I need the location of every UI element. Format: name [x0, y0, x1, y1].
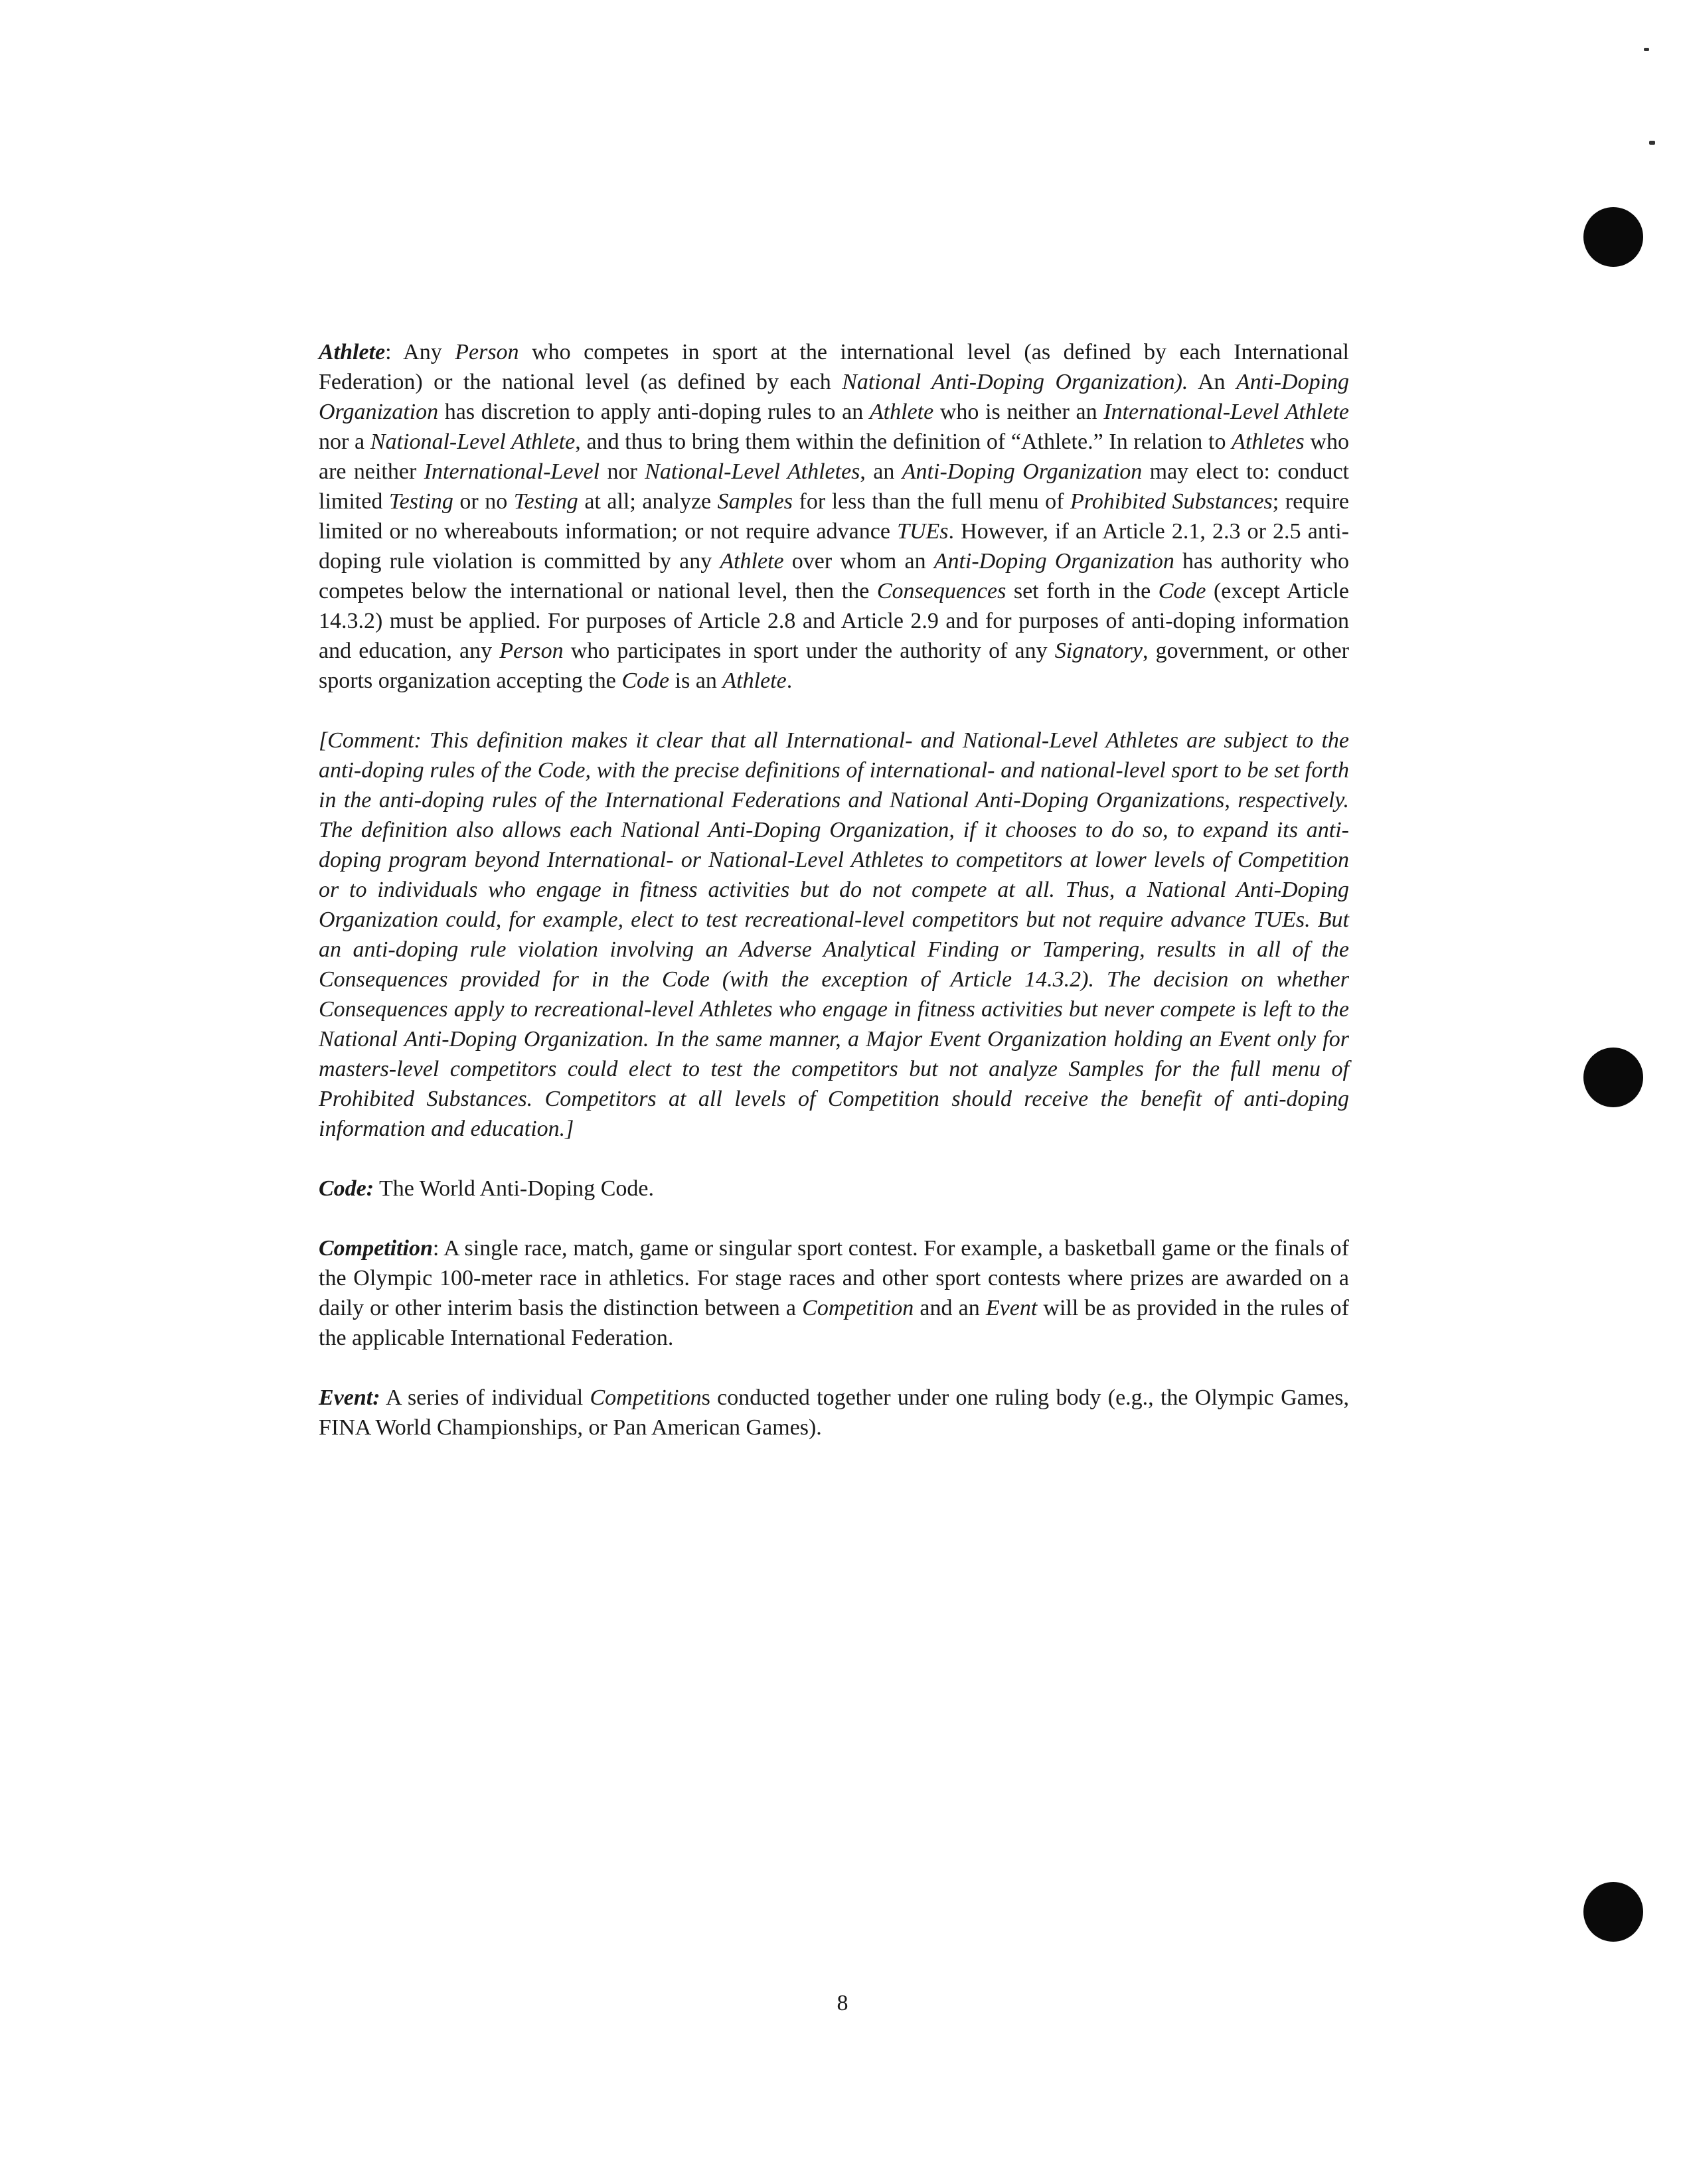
text-run: , an	[860, 459, 902, 484]
definition-text	[319, 1385, 1349, 1440]
defined-term-reference: Code	[1158, 579, 1206, 603]
text-run: who participates in sport under the authority of any	[563, 639, 1055, 663]
punch-hole	[1583, 1048, 1643, 1107]
text-run: or no	[453, 489, 514, 514]
definition-term: Competition	[319, 1236, 433, 1261]
text-run: A series of individual	[380, 1385, 590, 1410]
punch-hole	[1583, 1882, 1643, 1942]
text-run: will be as provided in the rules of the applicable International Federation.	[319, 1296, 1350, 1350]
defined-term-reference: Consequences	[876, 579, 1006, 603]
defined-term-reference: International-Level Athlete	[1103, 400, 1350, 424]
defined-term-reference: Competition	[802, 1296, 914, 1320]
defined-term-reference: National-Level Athletes	[645, 459, 860, 484]
text-run: nor a	[319, 429, 370, 454]
defined-term-reference: Competition	[590, 1385, 702, 1410]
definition-text	[319, 340, 1349, 693]
text-run: ; require limited or no whereabouts information; or not require advance	[319, 489, 1350, 544]
defined-term-reference: International-Level	[424, 459, 600, 484]
definition-text	[319, 1236, 1349, 1350]
page-number: 8	[837, 1991, 848, 2015]
text-run: has authority who competes below the international or national level, then the	[319, 549, 1349, 603]
defined-term-reference: Person	[499, 639, 564, 663]
text-run: The World Anti-Doping Code.	[374, 1176, 655, 1201]
definition-term: Code:	[319, 1176, 374, 1201]
defined-term-reference: Athletes	[1232, 429, 1305, 454]
defined-term-reference: Samples	[717, 489, 793, 514]
defined-term-reference: Athlete	[869, 400, 934, 424]
text-run: : Any	[385, 340, 455, 364]
definition-code	[319, 1174, 1349, 1204]
scan-speck	[1644, 48, 1649, 51]
defined-term-reference: Anti-Doping Organization	[319, 370, 1350, 424]
definition-comment: [Comment: This definition makes it clear that all International- and National-Level Athletes are subject to the anti-doping rules of the Code, with the precise definitions of international- and national-level sport to be set forth in the anti-doping rules of the International Federations and National Anti-Doping Organizations, respectively. The definition also allows each National Anti-Doping Organization, if it chooses to do so, to expand its anti-doping program beyond International- or National-Level Athletes to competitors at lower levels of Competition or to individuals who engage in fitness activities but do not compete at all. Thus, a National Anti-Doping Organization could, for example, elect to test recreational-level competitors but not require advance TUEs. But an anti-doping rule violation involving an Adverse Analytical Finding or Tampering, results in all of the Consequences provided for in the Code (with the exception of Article 14.3.2). The decision on whether Consequences apply to recreational-level Athletes who engage in fitness activities but never compete is left to the National Anti-Doping Organization. In the same manner, a Major Event Organization holding an Event only for masters-level competitors could elect to test the competitors but not analyze Samples for the full menu of Prohibited Substances. Competitors at all levels of Competition should receive the benefit of anti-doping information and education.]	[319, 728, 1349, 1141]
text-run: (except Article 14.3.2) must be applied. For purposes of Article 2.8 and Article 2.9 and for purposes of anti-doping information and education, any	[319, 579, 1350, 663]
defined-term-reference: Anti-Doping Organization	[933, 549, 1174, 574]
document-body	[319, 337, 1349, 1472]
text-run: set forth in the	[1006, 579, 1159, 603]
text-run: , government, or other sports organization accepting the	[319, 639, 1349, 693]
text-run: who are neither	[319, 429, 1349, 484]
defined-term-reference: National-Level Athlete	[370, 429, 576, 454]
text-run: nor	[600, 459, 645, 484]
defined-term-reference: Person	[455, 340, 519, 364]
text-run: who competes in sport at the international level (as defined by each International Federation) or the national level (as defined by each	[319, 340, 1349, 394]
text-run: has discretion to apply anti-doping rules to an	[438, 400, 870, 424]
defined-term-reference: Prohibited Substances	[1070, 489, 1273, 514]
text-run: An	[1188, 370, 1237, 394]
definition-athlete	[319, 337, 1349, 696]
defined-term-reference: Testing	[388, 489, 453, 514]
definition-term: Event:	[319, 1385, 380, 1410]
defined-term-reference: Signatory	[1054, 639, 1143, 663]
text-run: is an	[669, 668, 723, 693]
text-run: may elect to: conduct limited	[319, 459, 1350, 514]
scan-speck	[1649, 141, 1655, 145]
text-run: . However, if an Article 2.1, 2.3 or 2.5 anti-doping rule violation is committed by any	[319, 519, 1350, 574]
text-run: over whom an	[783, 549, 934, 574]
text-run: s conducted together under one ruling body (e.g., the Olympic Games, FINA World Championships, or Pan American Games).	[319, 1385, 1349, 1440]
text-run: and an	[914, 1296, 986, 1320]
defined-term-reference: Athlete	[722, 668, 787, 693]
punch-hole	[1583, 207, 1643, 267]
defined-term-reference: Athlete	[720, 549, 784, 574]
definition-event	[319, 1383, 1349, 1443]
defined-term-reference: National Anti-Doping Organization).	[842, 370, 1188, 394]
text-run: : A single race, match, game or singular sport contest. For example, a basketball game or the finals of the Olympic 100-meter race in athletics. For stage races and other sport contests where prizes are awarded on a daily or other interim basis the distinction between a	[319, 1236, 1349, 1320]
text-run: for less than the full menu of	[793, 489, 1070, 514]
defined-term-reference: Event	[985, 1296, 1038, 1320]
definition-competition	[319, 1233, 1349, 1353]
text-run: .	[786, 668, 793, 693]
text-run: who is neither an	[933, 400, 1104, 424]
defined-term-reference: Testing	[513, 489, 578, 514]
definition-term: Athlete	[319, 340, 386, 364]
definition-text	[374, 1176, 654, 1201]
defined-term-reference: Code	[621, 668, 670, 693]
text-run: , and thus to bring them within the definition of “Athlete.” In relation to	[575, 429, 1232, 454]
defined-term-reference: TUEs	[897, 519, 949, 544]
defined-term-reference: Anti-Doping Organization	[902, 459, 1143, 484]
text-run: at all; analyze	[578, 489, 718, 514]
